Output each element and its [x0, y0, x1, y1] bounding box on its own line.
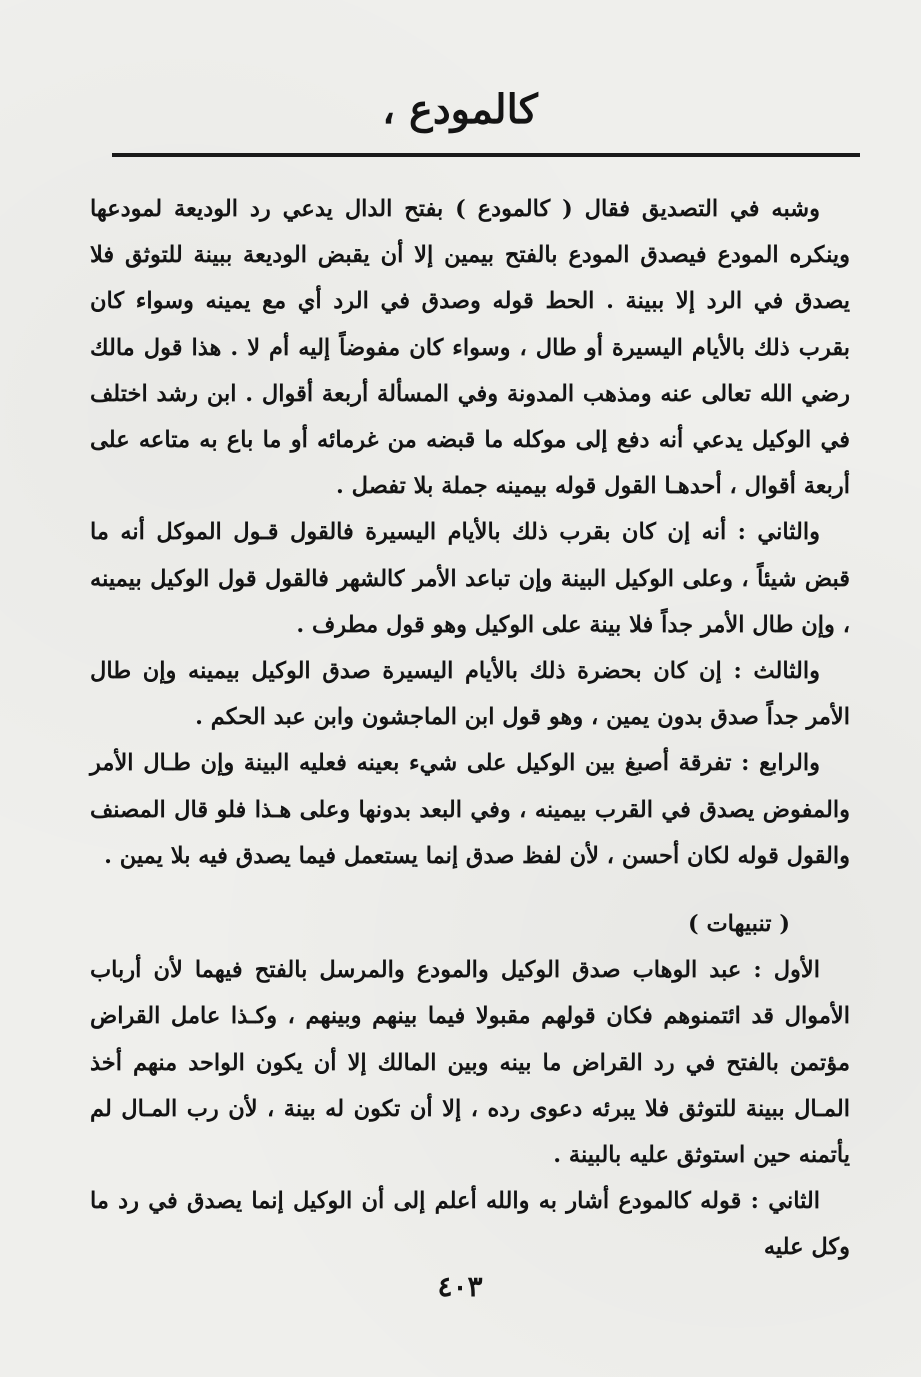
paragraph-fourth-opinion: والرابع : تفرقة أصبغ بين الوكيل على شيء بعينه فعليه البينة وإن طـال الأمر والمفوض يصدق في القرب بيمينه ، وفي البعد بدونها وعلى هـذا فلو قال المصنف والقول قوله لكان أحسن ، لأن لفظ صدق إنما يستعمل فيما يصدق فيه بلا يمين .	[90, 750, 850, 869]
note-second: الثاني : قوله كالمودع أشار به والله أعلم إلى أن الوكيل إنما يصدق في رد ما وكل عليه	[90, 1188, 850, 1261]
note-first: الأول : عبد الوهاب صدق الوكيل والمودع والمرسل بالفتح فيهما لأن أرباب الأموال قد ائتمنوهم فكان قولهم مقبولا فيما بينهم وبينهم ، وكـذا عامل القراض مؤتمن بالفتح في رد القراض ما بينه وبين المالك إلا أن يكون الواحد منهم أخذ المـال ببينة للتوثق فلا يبرئه دعوى رده ، إلا أن تكون له بينة ، لأن رب المـال لم يأتمنه حين استوثق عليه بالبينة .	[90, 957, 850, 1169]
header-divider	[112, 153, 860, 157]
page-body	[90, 186, 850, 1271]
paragraph-intro: وشبه في التصديق فقال ( كالمودع ) بفتح الدال يدعي رد الوديعة لمودعها وينكره المودع فيصدق المودع بالفتح بيمين إلا أن يقبض الوديعة ببينة للتوثق فلا يصدق في الرد إلا ببينة . الحط قوله وصدق في الرد أي مع يمينه وسواء كان بقرب ذلك بالأيام اليسيرة أو طال ، وسواء كان مفوضاً إليه أم لا . هذا قول مالك رضي الله تعالى عنه ومذهب المدونة وفي المسألة أربعة أقوال . ابن رشد اختلف في الوكيل يدعي أنه دفع إلى موكله ما قبضه من غرمائه أو ما باع به متاعه على أربعة أقوال ، أحدهـا القول قوله بيمينه جملة بلا تفصل .	[90, 196, 850, 500]
section-heading-notes: ( تنبيهات )	[688, 911, 790, 938]
page-header-title: كالمودع ،	[382, 86, 538, 133]
paragraph-second-opinion: والثاني : أنه إن كان بقرب ذلك بالأيام اليسيرة فالقول قـول الموكل أنه ما قبض شيئاً ، وعلى الوكيل البينة وإن تباعد الأمر كالشهر فالقول قول الوكيل بيمينه ، وإن طال الأمر جداً فلا بينة على الوكيل وهو قول مطرف .	[90, 519, 850, 638]
page-number: ٤٠٣	[437, 1270, 483, 1303]
paragraph-third-opinion: والثالث : إن كان بحضرة ذلك بالأيام اليسيرة صدق الوكيل بيمينه وإن طال الأمر جداً صدق بدون يمين ، وهو قول ابن الماجشون وابن عبد الحكم .	[90, 658, 850, 731]
